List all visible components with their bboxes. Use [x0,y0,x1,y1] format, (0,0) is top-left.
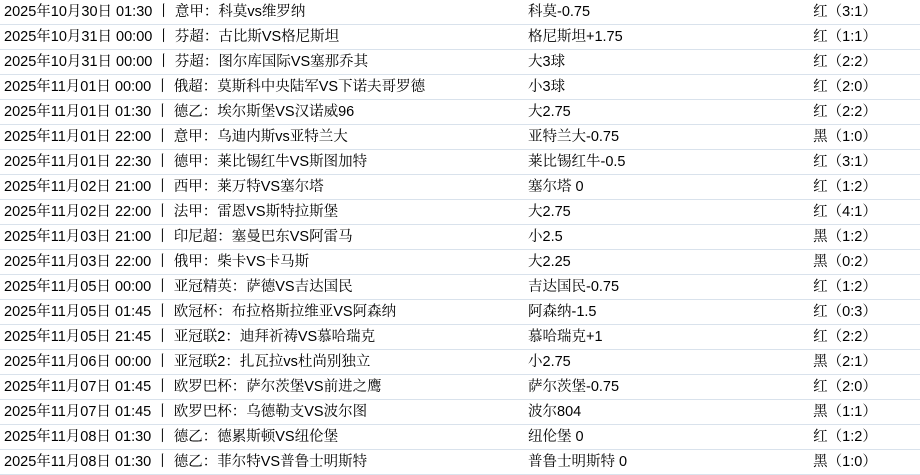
field-separator: 丨 [155,79,170,95]
pick-cell: 大3球 [526,50,760,75]
match-teams: 埃尔斯堡VS汉诺威96 [217,104,355,120]
match-league: 欧冠杯： [173,304,232,320]
pick-cell: 大2.75 [526,100,760,125]
result-cell: 黑（2:1） [760,350,920,375]
match-datetime: 2025年11月01日 22:30 [4,154,152,170]
match-teams: 乌迪内斯vs亚特兰大 [217,129,348,145]
result-cell: 红（1:1） [760,25,920,50]
pick-cell: 大2.75 [526,200,760,225]
result-cell: 红（1:2） [760,175,920,200]
match-datetime: 2025年11月05日 01:45 [4,304,152,320]
match-league: 西甲： [173,179,218,195]
match-teams: 塞曼巴东VS阿雷马 [231,229,353,245]
match-league: 德乙： [173,429,218,445]
match-league: 德甲： [173,154,218,170]
field-separator: 丨 [155,104,170,120]
match-league: 欧罗巴杯： [173,379,247,395]
table-row [0,300,920,325]
match-league: 欧罗巴杯： [173,404,247,420]
match-cell [0,375,526,400]
match-datetime: 2025年11月01日 22:00 [4,129,152,145]
field-separator: 丨 [156,29,171,45]
match-teams: 雷恩VS斯特拉斯堡 [217,204,339,220]
pick-cell: 塞尔塔 0 [526,175,760,200]
table-row [0,275,920,300]
pick-cell: 小3球 [526,75,760,100]
table-row [0,425,920,450]
match-datetime: 2025年11月06日 00:00 [4,354,152,370]
field-separator: 丨 [156,4,171,20]
match-cell [0,200,526,225]
match-cell [0,25,526,50]
field-separator: 丨 [155,429,170,445]
match-cell [0,275,526,300]
match-league: 德乙： [173,454,218,470]
match-league: 俄超： [173,79,218,95]
match-cell [0,425,526,450]
table-row [0,325,920,350]
match-cell [0,225,526,250]
pick-cell: 格尼斯坦+1.75 [526,25,760,50]
match-league: 意甲： [173,129,218,145]
pick-cell: 亚特兰大-0.75 [526,125,760,150]
pick-cell: 普鲁士明斯特 0 [526,450,760,475]
match-datetime: 2025年11月01日 00:00 [4,79,152,95]
field-separator: 丨 [155,304,170,320]
match-league: 德乙： [173,104,218,120]
match-teams: 莱比锡红牛VS斯图加特 [217,154,368,170]
match-cell [0,125,526,150]
field-separator: 丨 [155,454,170,470]
result-cell: 红（1:2） [760,425,920,450]
table-row [0,100,920,125]
match-datetime: 2025年10月31日 00:00 [4,29,153,45]
match-datetime: 2025年11月03日 22:00 [4,254,152,270]
table-row [0,200,920,225]
result-cell: 黑（0:2） [760,250,920,275]
result-cell: 红（4:1） [760,200,920,225]
match-league: 俄甲： [173,254,218,270]
table-row [0,225,920,250]
match-league: 芬超： [174,54,219,70]
result-cell: 红（1:2） [760,275,920,300]
match-teams: 图尔库国际VS塞那乔其 [218,54,369,70]
match-cell [0,400,526,425]
match-datetime: 2025年11月02日 22:00 [4,204,152,220]
match-cell [0,300,526,325]
table-row [0,125,920,150]
pick-cell: 萨尔茨堡-0.75 [526,375,760,400]
match-teams: 菲尔特VS普鲁士明斯特 [217,454,368,470]
match-cell [0,175,526,200]
field-separator: 丨 [155,354,170,370]
result-cell: 红（0:3） [760,300,920,325]
field-separator: 丨 [155,404,170,420]
table-row [0,450,920,475]
field-separator: 丨 [155,154,170,170]
match-datetime: 2025年11月08日 01:30 [4,429,152,445]
match-datetime: 2025年11月01日 01:30 [4,104,152,120]
match-cell [0,250,526,275]
match-league: 法甲： [173,204,218,220]
match-teams: 科莫vs维罗纳 [218,4,306,20]
match-teams: 德累斯顿VS纽伦堡 [217,429,339,445]
table-row [0,25,920,50]
result-cell: 红（2:2） [760,100,920,125]
result-cell: 黑（1:0） [760,125,920,150]
match-teams: 莫斯科中央陆军VS下诺夫哥罗德 [217,79,426,95]
pick-cell: 科莫-0.75 [526,0,760,25]
table-row [0,375,920,400]
match-cell [0,50,526,75]
match-cell [0,100,526,125]
table-row [0,75,920,100]
pick-cell: 慕哈瑞克+1 [526,325,760,350]
match-teams: 萨德VS吉达国民 [246,279,353,295]
match-league: 印尼超： [173,229,232,245]
table-row [0,350,920,375]
match-datetime: 2025年11月07日 01:45 [4,404,152,420]
match-datetime: 2025年10月31日 00:00 [4,54,153,70]
pick-cell: 波尔804 [526,400,760,425]
match-league: 亚冠联2： [173,354,240,370]
match-league: 亚冠联2： [173,329,240,345]
pick-cell: 纽伦堡 0 [526,425,760,450]
pick-cell: 吉达国民-0.75 [526,275,760,300]
match-teams: 布拉格斯拉维亚VS阿森纳 [231,304,397,320]
pick-cell: 小2.75 [526,350,760,375]
field-separator: 丨 [155,254,170,270]
table-row [0,250,920,275]
match-datetime: 2025年11月05日 00:00 [4,279,152,295]
match-datetime: 2025年11月05日 21:45 [4,329,152,345]
match-teams: 莱万特VS塞尔塔 [217,179,324,195]
result-cell: 红（3:1） [760,0,920,25]
pick-cell: 小2.5 [526,225,760,250]
table-row [0,150,920,175]
match-league: 芬超： [174,29,219,45]
result-cell: 红（2:2） [760,50,920,75]
match-datetime: 2025年11月02日 21:00 [4,179,152,195]
match-datetime: 2025年11月03日 21:00 [4,229,152,245]
match-datetime: 2025年10月30日 01:30 [4,4,153,20]
match-league: 亚冠精英： [173,279,247,295]
result-cell: 黑（1:2） [760,225,920,250]
match-cell [0,450,526,475]
match-cell [0,75,526,100]
field-separator: 丨 [155,379,170,395]
result-cell: 红（2:0） [760,375,920,400]
field-separator: 丨 [155,229,170,245]
field-separator: 丨 [156,54,171,70]
pick-cell: 大2.25 [526,250,760,275]
match-cell [0,325,526,350]
field-separator: 丨 [155,179,170,195]
match-cell [0,350,526,375]
match-cell [0,0,526,25]
result-cell: 红（2:2） [760,325,920,350]
field-separator: 丨 [155,129,170,145]
match-datetime: 2025年11月08日 01:30 [4,454,152,470]
table-row [0,175,920,200]
match-datetime: 2025年11月07日 01:45 [4,379,152,395]
result-cell: 红（3:1） [760,150,920,175]
match-cell [0,150,526,175]
pick-cell: 阿森纳-1.5 [526,300,760,325]
match-league: 意甲： [174,4,219,20]
match-teams: 迪拜祈祷VS慕哈瑞克 [239,329,376,345]
field-separator: 丨 [155,279,170,295]
pick-cell: 莱比锡红牛-0.5 [526,150,760,175]
field-separator: 丨 [155,329,170,345]
result-cell: 红（2:0） [760,75,920,100]
match-teams: 乌德勒支VS波尔图 [246,404,368,420]
match-teams: 扎瓦拉vs杜尚别独立 [239,354,371,370]
table-row [0,0,920,25]
field-separator: 丨 [155,204,170,220]
table-row [0,50,920,75]
result-cell: 黑（1:1） [760,400,920,425]
result-cell: 黑（1:0） [760,450,920,475]
match-teams: 古比斯VS格尼斯坦 [218,29,340,45]
match-teams: 萨尔茨堡VS前进之鹰 [246,379,382,395]
match-teams: 柴卡VS卡马斯 [217,254,310,270]
table-row [0,400,920,425]
